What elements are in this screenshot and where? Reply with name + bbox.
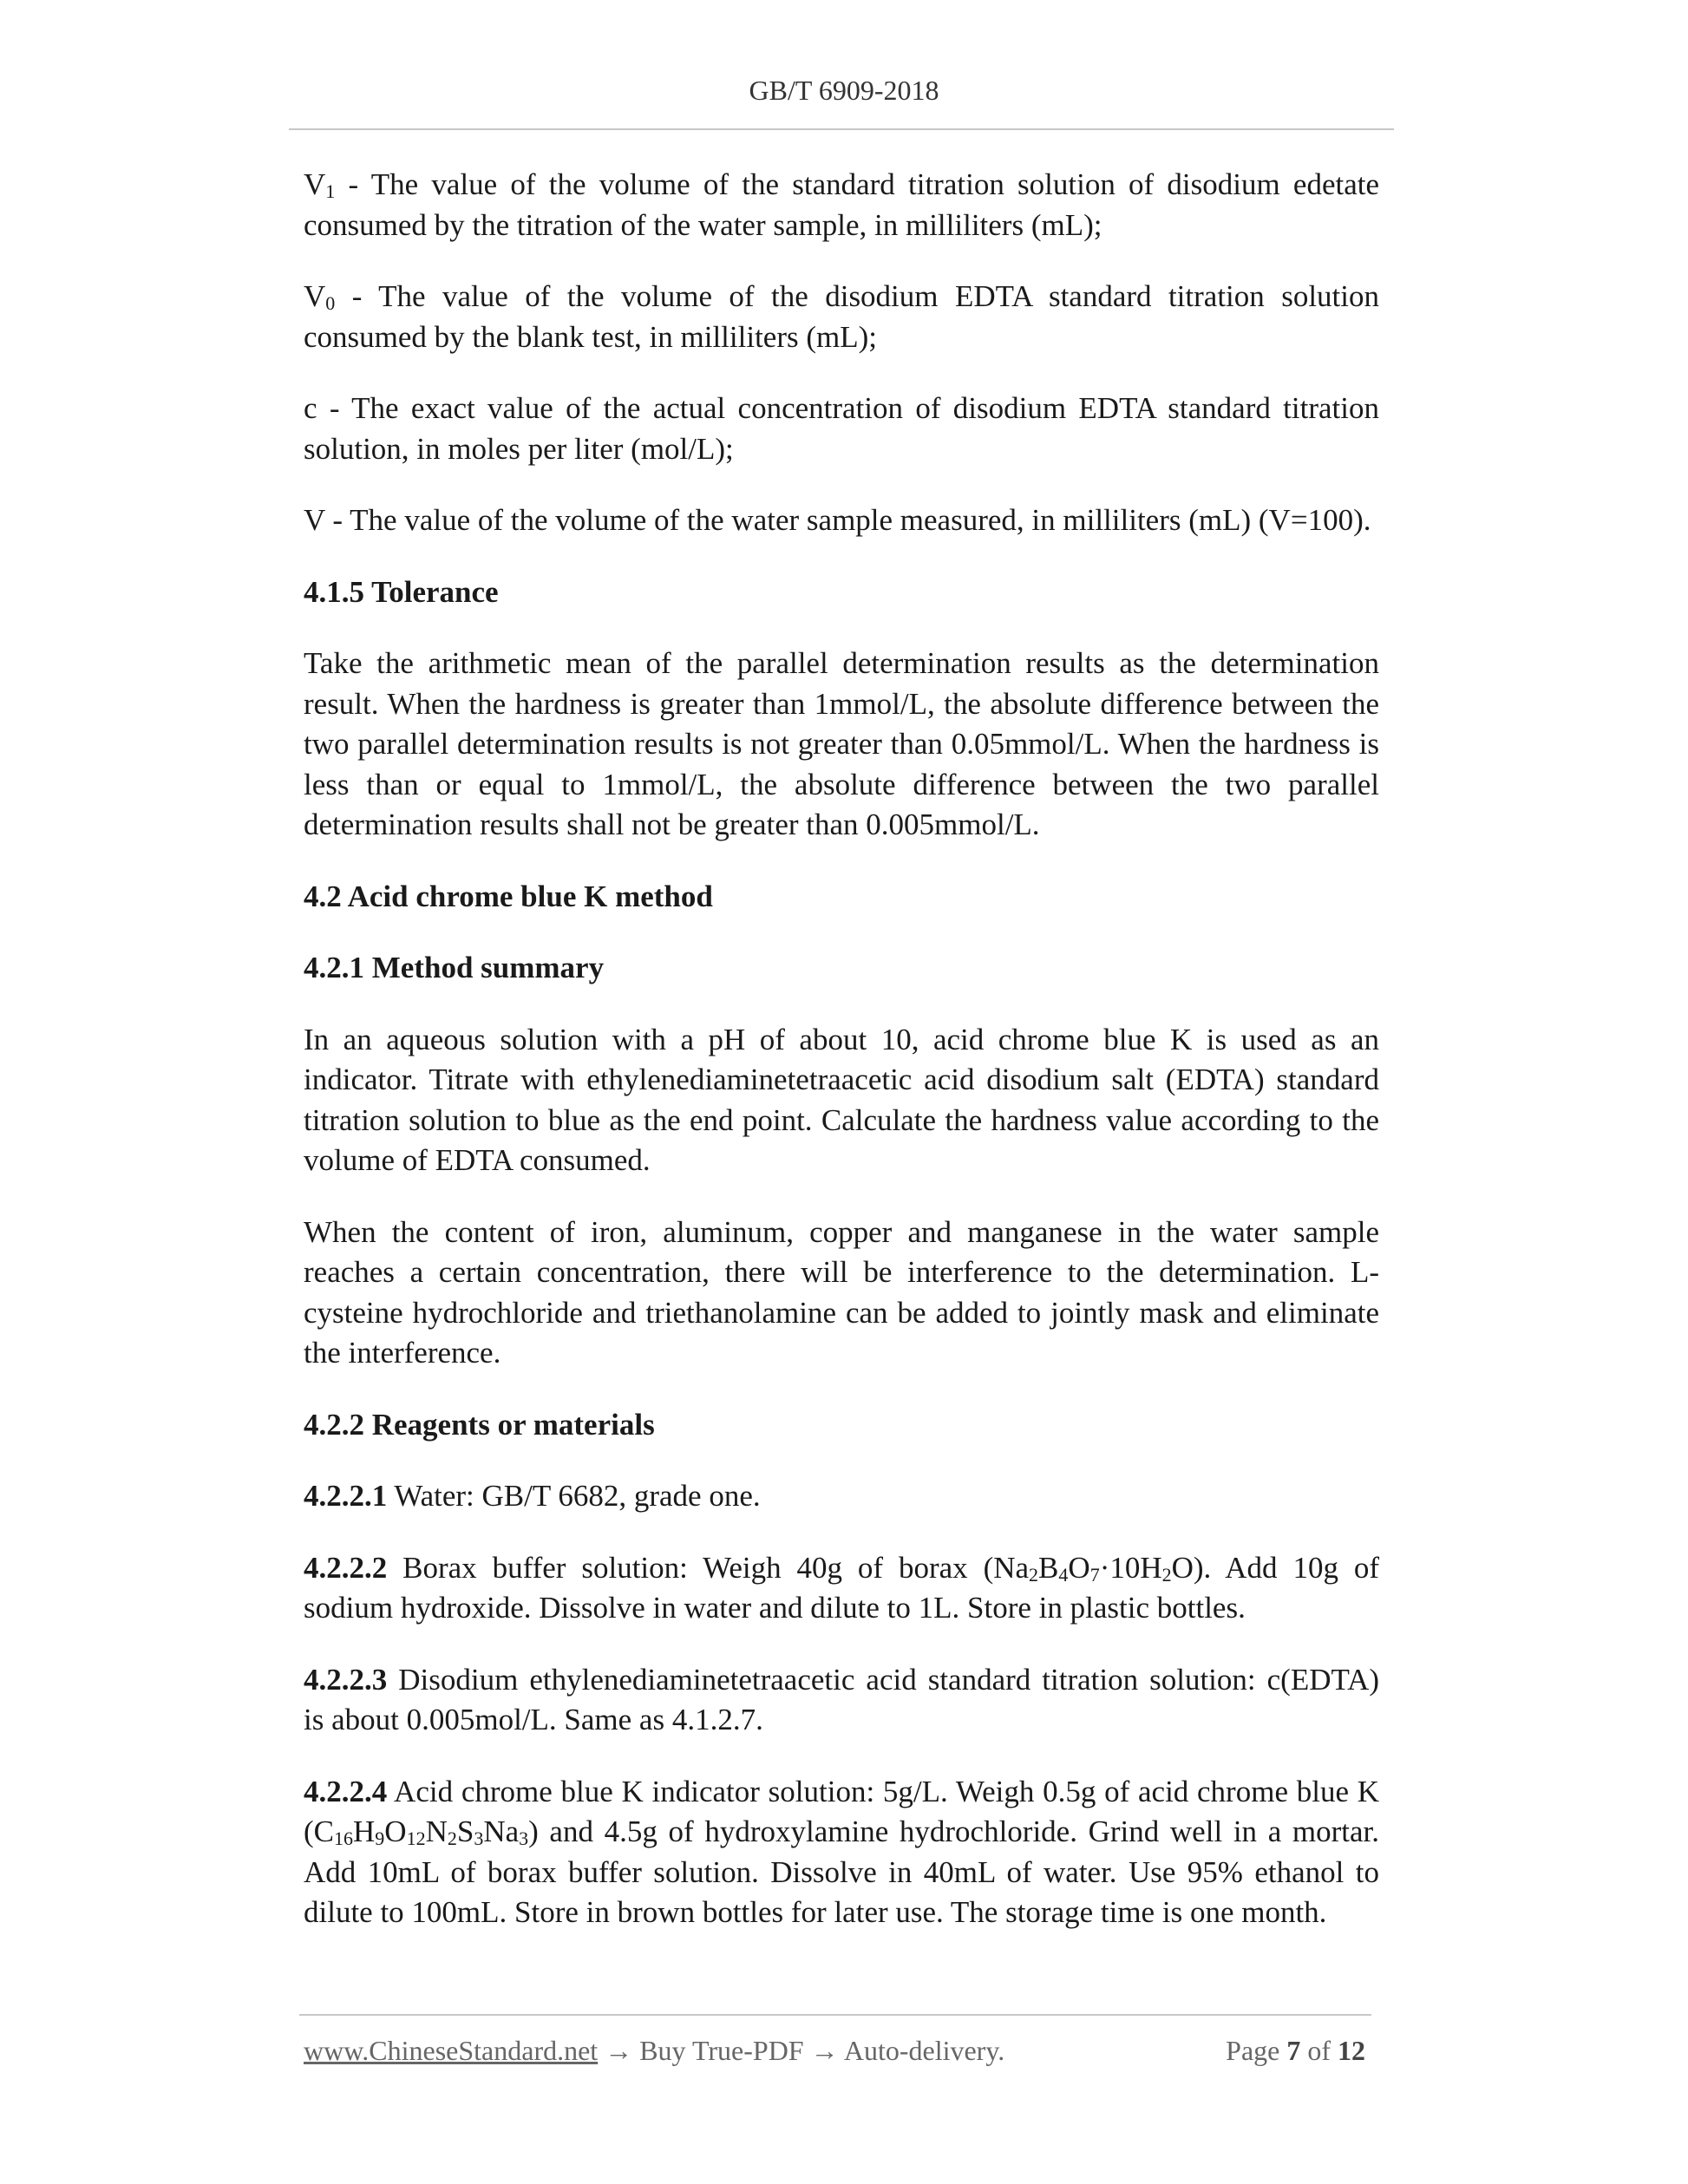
page-label: Page bbox=[1226, 2035, 1280, 2066]
footer-divider bbox=[299, 2014, 1371, 2016]
tolerance-paragraph: Take the arithmetic mean of the parallel determination results as the determination result. When the hardness is greater than 1mmol/L, the absolute difference between the two parallel determination results is not greater than 0.05mmol/L. When the hardness is less than or equal to 1mmol/L, the absolute difference between the two parallel determination results shall not be greater than 0.005mmol/L. bbox=[304, 646, 1379, 841]
total-page-count: 12 bbox=[1338, 2035, 1365, 2066]
header-divider bbox=[289, 128, 1394, 130]
footer-promo bbox=[304, 2035, 1004, 2067]
section-heading-tolerance: 4.1.5 Tolerance bbox=[304, 574, 499, 609]
definition-v: V - The value of the volume of the water sample measured, in milliliters (mL) (V=100). bbox=[304, 503, 1371, 537]
page-content bbox=[304, 165, 1379, 1965]
section-heading-acid-chrome-blue-k: 4.2 Acid chrome blue K method bbox=[304, 879, 713, 913]
definition-v1: $V_1$ - The value of the volume of the standard titration solution of disodium edetate consumed by the titration of the water sample, in milliliters (mL); bbox=[304, 167, 1379, 242]
reagent-item-borax-buffer: 4.2.2.2 Borax buffer solution: Weigh 40g of borax $(Na_2B_4O_7\cdot 10H_2O)$. Add 10g of sodium hydroxide. Dissolve in water and dilute to 1L. Store in plastic bottles. bbox=[304, 1550, 1380, 1625]
footer-promo-text: → Buy True-PDF → Auto-delivery. bbox=[598, 2035, 1005, 2066]
website-link[interactable]: www.ChineseStandard.net bbox=[304, 2035, 599, 2066]
reagent-item-indicator-solution: 4.2.2.4 Acid chrome blue K indicator solution: 5g/L. Weigh 0.5g of acid chrome blue K $(C_{16}H_9O_{12}N_2S_3Na_3)$ and 4.5g of hydroxylamine hydrochloride. Grind well in a mortar. Add 10mL of borax buffer solution. Dissolve in 40mL of water. Use 95% ethanol to dilute to 100mL. Store in brown bottles for later use. The storage time is one month. bbox=[304, 1774, 1379, 1929]
reagent-item-edta-solution: 4.2.2.3 Disodium ethylenediaminetetraacetic acid standard titration solution: c(EDTA) is about 0.005mol/L. Same as 4.1.2.7. bbox=[304, 1662, 1379, 1736]
of-label: of bbox=[1307, 2035, 1331, 2066]
method-summary-paragraph-2: When the content of iron, aluminum, copper and manganese in the water sample reaches a certain concentration, there will be interference to the determination. L-cysteine hydrochloride and triethanolamine can be added to jointly mask and eliminate the interference. bbox=[304, 1214, 1379, 1370]
page-number bbox=[1226, 2035, 1365, 2067]
current-page-number: 7 bbox=[1286, 2035, 1301, 2066]
definition-v0: $V_0$ - The value of the volume of the disodium EDTA standard titration solution consumed by the blank test, in milliliters (mL); bbox=[304, 279, 1379, 354]
document-header-title: GB/T 6909-2018 bbox=[749, 75, 939, 106]
method-summary-paragraph-1: In an aqueous solution with a pH of about 10, acid chrome blue K is used as an indicator. Titrate with ethylenediaminetetraacetic acid disodium salt (EDTA) standard titration solution to blue as the end point. Calculate the hardness value according to the volume of EDTA consumed. bbox=[304, 1022, 1379, 1177]
reagent-item-water: 4.2.2.1 Water: GB/T 6682, grade one. bbox=[304, 1479, 761, 1513]
definition-c: c - The exact value of the actual concentration of disodium EDTA standard titration solution, in moles per liter (mol/L); bbox=[304, 391, 1379, 466]
section-heading-method-summary: 4.2.1 Method summary bbox=[304, 951, 605, 984]
section-heading-reagents: 4.2.2 Reagents or materials bbox=[304, 1407, 655, 1442]
